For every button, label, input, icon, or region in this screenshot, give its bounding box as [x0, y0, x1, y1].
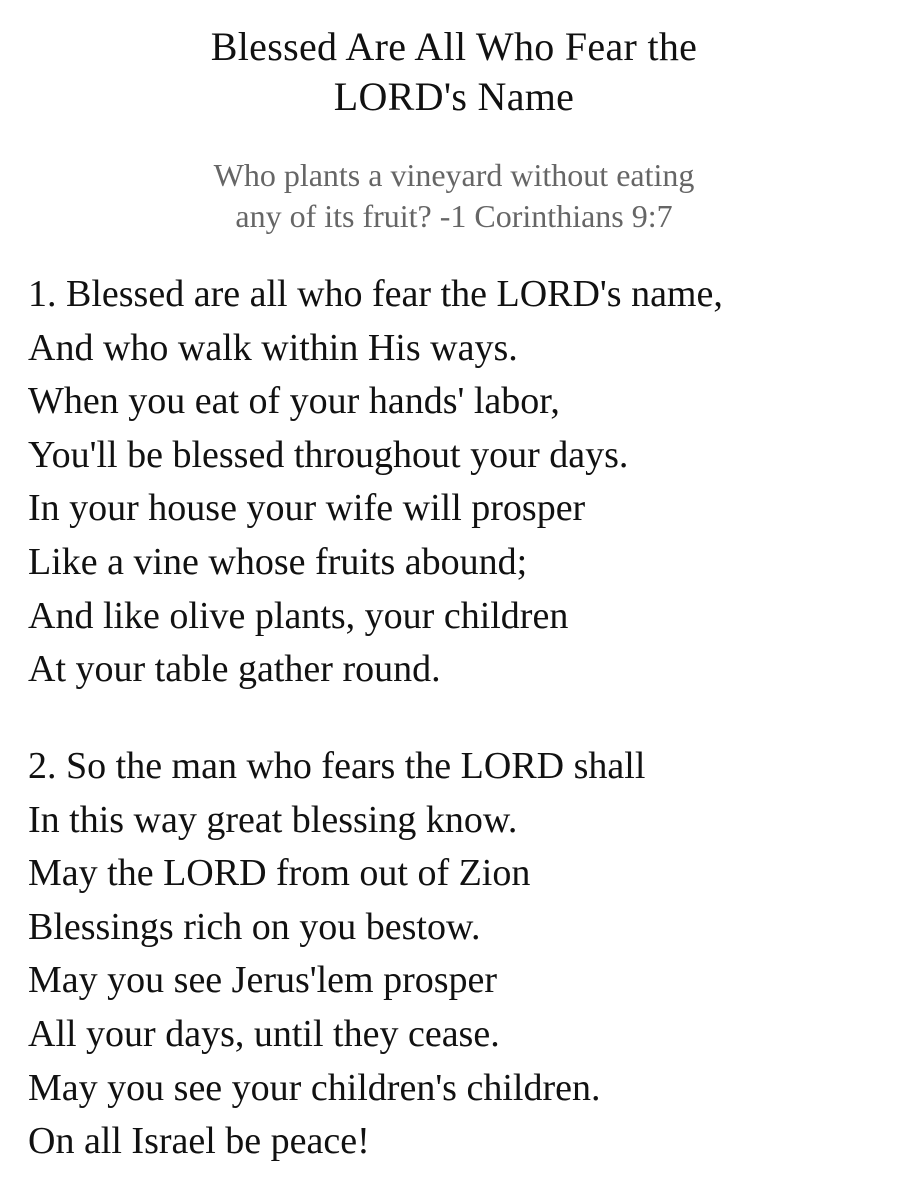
- title-line-2: LORD's Name: [333, 74, 575, 119]
- scripture-reference: [0, 155, 908, 237]
- verse-line: And who walk within His ways.: [28, 326, 518, 369]
- hymn-title: [0, 22, 908, 122]
- subtitle-line-1: Who plants a vineyard without eating: [213, 157, 695, 193]
- verse-1: [28, 268, 888, 697]
- verse-line: May you see your children's children.: [28, 1066, 601, 1109]
- subtitle-line-2: any of its fruit? -1 Corinthians 9:7: [235, 198, 673, 234]
- verse-line: You'll be blessed throughout your days.: [28, 433, 629, 476]
- verse-line: 2. So the man who fears the LORD shall: [28, 745, 646, 787]
- verse-line: In your house your wife will prosper: [28, 487, 586, 530]
- verse-line: In this way great blessing know.: [28, 798, 518, 841]
- verse-line: Blessings rich on you bestow.: [28, 905, 481, 948]
- verse-line: And like olive plants, your children: [28, 594, 569, 637]
- title-line-1: Blessed Are All Who Fear the: [210, 24, 698, 69]
- verse-line: May you see Jerus'lem prosper: [28, 959, 498, 1002]
- verse-line: Like a vine whose fruits abound;: [28, 540, 528, 583]
- verse-line: When you eat of your hands' labor,: [28, 380, 560, 423]
- verse-2: [28, 740, 888, 1169]
- verse-line: All your days, until they cease.: [28, 1012, 500, 1055]
- verse-line: On all Israel be peace!: [28, 1120, 370, 1163]
- verse-line: At your table gather round.: [28, 648, 441, 691]
- verse-line: 1. Blessed are all who fear the LORD's name,: [28, 273, 723, 315]
- verse-line: May the LORD from out of Zion: [28, 852, 531, 895]
